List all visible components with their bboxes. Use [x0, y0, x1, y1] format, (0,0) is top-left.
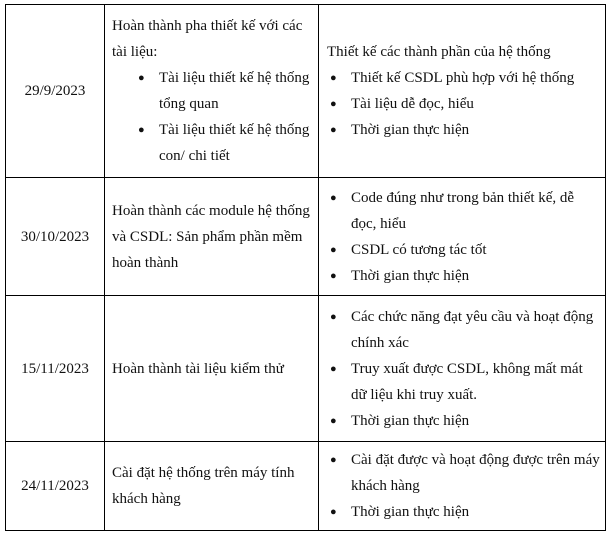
- criteria-cell: [319, 178, 606, 296]
- date-cell: 30/10/2023: [6, 178, 105, 296]
- criteria-cell: [319, 5, 606, 178]
- list-item: [327, 408, 601, 434]
- criteria-cell: [319, 296, 606, 442]
- list-item-text: Thiết kế CSDL phù hợp với hệ thống: [351, 70, 575, 86]
- bullet-icon: ●: [330, 243, 337, 256]
- criteria-bullet-list: [327, 447, 601, 525]
- list-item-text: Cài đặt được và hoạt động được trên máy khách hàng: [351, 452, 600, 494]
- task-cell: [105, 5, 319, 178]
- table-row: [6, 442, 606, 531]
- bullet-icon: ●: [138, 124, 145, 136]
- criteria-bullet-list: [327, 185, 601, 289]
- list-item-text: Tài liệu dễ đọc, hiểu: [351, 96, 474, 112]
- list-item-text: Tài liệu thiết kế hệ thống tổng quan: [159, 70, 310, 112]
- milestone-table: [5, 4, 606, 531]
- list-item: [327, 499, 601, 525]
- list-item-text: Truy xuất được CSDL, không mất mát dữ liệu khi truy xuất.: [351, 360, 583, 403]
- table-row: [6, 5, 606, 178]
- task-cell: [105, 178, 319, 296]
- list-item: [327, 237, 601, 263]
- table-row: [6, 296, 606, 442]
- bullet-icon: ●: [330, 454, 337, 466]
- list-item: [327, 356, 601, 408]
- list-item: [327, 65, 601, 91]
- list-item: [327, 263, 601, 289]
- task-text: Hoàn thành tài liệu kiểm thử: [112, 360, 284, 377]
- bullet-icon: ●: [330, 191, 337, 204]
- criteria-intro: Thiết kế các thành phần của hệ thống: [327, 44, 551, 60]
- table-row: [6, 178, 606, 296]
- list-item-text: Thời gian thực hiện: [351, 267, 470, 284]
- list-item: [135, 117, 314, 169]
- bullet-icon: ●: [330, 414, 337, 427]
- list-item-text: Các chức năng đạt yêu cầu và hoạt động chính xác: [351, 308, 594, 351]
- bullet-icon: ●: [330, 269, 337, 282]
- bullet-icon: ●: [330, 310, 337, 323]
- criteria-bullet-list: [327, 304, 601, 434]
- list-item-text: Thời gian thực hiện: [351, 412, 470, 429]
- criteria-bullet-list: [327, 65, 601, 143]
- bullet-icon: ●: [330, 72, 337, 84]
- bullet-icon: ●: [330, 362, 337, 375]
- list-item-text: CSDL có tương tác tốt: [351, 241, 487, 258]
- date-cell: 24/11/2023: [6, 442, 105, 531]
- list-item: [327, 304, 601, 356]
- list-item: [327, 185, 601, 237]
- list-item-text: Thời gian thực hiện: [351, 504, 470, 520]
- bullet-icon: ●: [330, 124, 337, 136]
- bullet-icon: ●: [330, 98, 337, 110]
- task-text: Cài đặt hệ thống trên máy tính khách hàng: [112, 465, 295, 507]
- list-item-text: Thời gian thực hiện: [351, 122, 470, 138]
- criteria-cell: [319, 442, 606, 531]
- date-cell: 15/11/2023: [6, 296, 105, 442]
- bullet-icon: ●: [138, 72, 145, 84]
- task-text: Hoàn thành pha thiết kế với các tài liệu:: [112, 18, 303, 60]
- bullet-icon: ●: [330, 506, 337, 518]
- task-text: Hoàn thành các module hệ thống và CSDL: Sản phẩm phần mềm hoàn thành: [112, 202, 310, 271]
- task-cell: [105, 442, 319, 531]
- task-cell: [105, 296, 319, 442]
- date-cell: 29/9/2023: [6, 5, 105, 178]
- list-item: [135, 65, 314, 117]
- list-item: [327, 91, 601, 117]
- list-item-text: Tài liệu thiết kế hệ thống con/ chi tiết: [159, 122, 310, 164]
- task-bullet-list: [135, 65, 314, 169]
- list-item: [327, 447, 601, 499]
- list-item: [327, 117, 601, 143]
- list-item-text: Code đúng như trong bản thiết kế, dễ đọc, hiểu: [351, 189, 575, 232]
